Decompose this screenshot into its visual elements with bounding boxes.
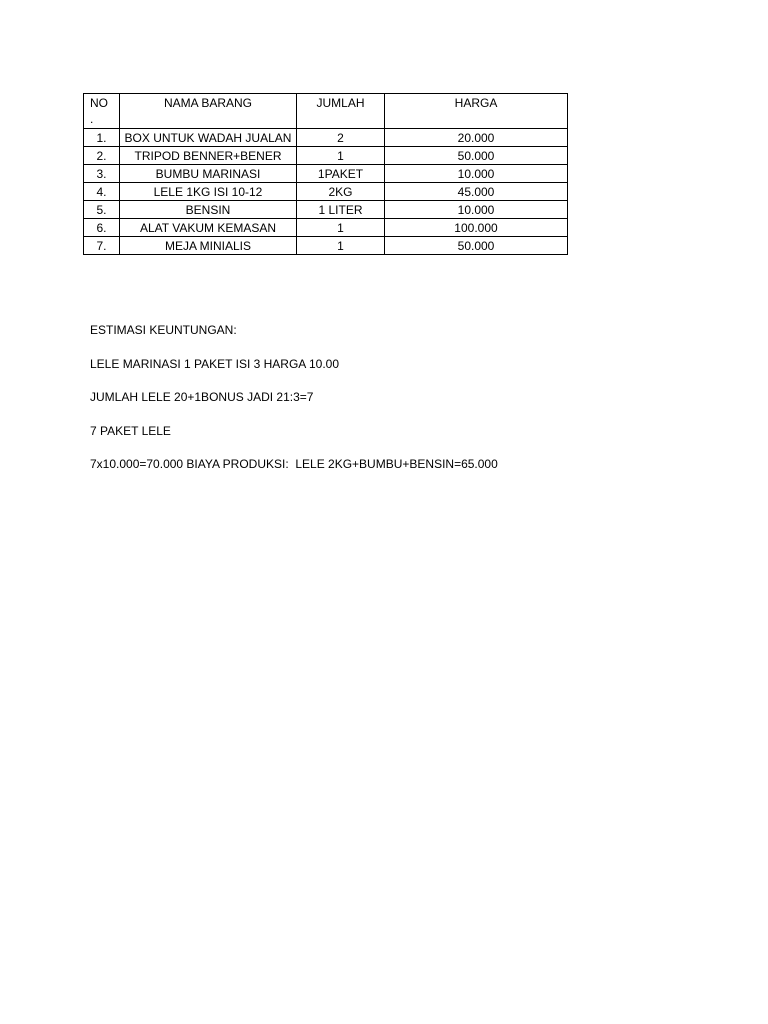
cell-price: 10.000: [385, 165, 568, 183]
cell-no: 5.: [84, 201, 120, 219]
cell-qty: 1: [297, 237, 385, 255]
cell-qty: 1PAKET: [297, 165, 385, 183]
cell-name: TRIPOD BENNER+BENER: [120, 147, 297, 165]
table-row: [84, 147, 568, 165]
cell-name: BENSIN: [120, 201, 297, 219]
cell-qty: 1: [297, 219, 385, 237]
cell-price: 50.000: [385, 237, 568, 255]
notes-heading: ESTIMASI KEUNTUNGAN:: [90, 323, 237, 337]
items-table: [83, 93, 568, 255]
cell-price: 20.000: [385, 129, 568, 147]
header-name: NAMA BARANG: [120, 94, 297, 129]
cell-no: 2.: [84, 147, 120, 165]
cell-no: 1.: [84, 129, 120, 147]
cell-name: MEJA MINIALIS: [120, 237, 297, 255]
cell-name: ALAT VAKUM KEMASAN: [120, 219, 297, 237]
cell-name: BOX UNTUK WADAH JUALAN: [120, 129, 297, 147]
notes-line: 7x10.000=70.000 BIAYA PRODUKSI: LELE 2KG+BUMBU+BENSIN=65.000: [90, 457, 498, 471]
table-row: [84, 237, 568, 255]
table-row: [84, 165, 568, 183]
table-row: [84, 219, 568, 237]
header-price: HARGA: [385, 94, 568, 129]
header-qty: JUMLAH: [297, 94, 385, 129]
profit-estimate-notes: [90, 322, 730, 490]
notes-line: JUMLAH LELE 20+1BONUS JADI 21:3=7: [90, 390, 314, 404]
header-no: [84, 94, 120, 129]
cell-no: 7.: [84, 237, 120, 255]
table-header-row: [84, 94, 568, 129]
cell-no: 4.: [84, 183, 120, 201]
header-no-label: NO: [90, 96, 108, 110]
header-no-dot: .: [90, 112, 94, 126]
table-row: [84, 129, 568, 147]
table-row: [84, 183, 568, 201]
notes-line: LELE MARINASI 1 PAKET ISI 3 HARGA 10.00: [90, 356, 339, 371]
cell-qty: 2: [297, 129, 385, 147]
cell-price: 100.000: [385, 219, 568, 237]
cell-price: 10.000: [385, 201, 568, 219]
cell-price: 50.000: [385, 147, 568, 165]
cell-name: LELE 1KG ISI 10-12: [120, 183, 297, 201]
table-row: [84, 201, 568, 219]
cell-no: 3.: [84, 165, 120, 183]
cell-price: 45.000: [385, 183, 568, 201]
notes-line: 7 PAKET LELE: [90, 423, 171, 438]
cell-qty: 1 LITER: [297, 201, 385, 219]
cell-name: BUMBU MARINASI: [120, 165, 297, 183]
cell-qty: 2KG: [297, 183, 385, 201]
cell-qty: 1: [297, 147, 385, 165]
cell-no: 6.: [84, 219, 120, 237]
